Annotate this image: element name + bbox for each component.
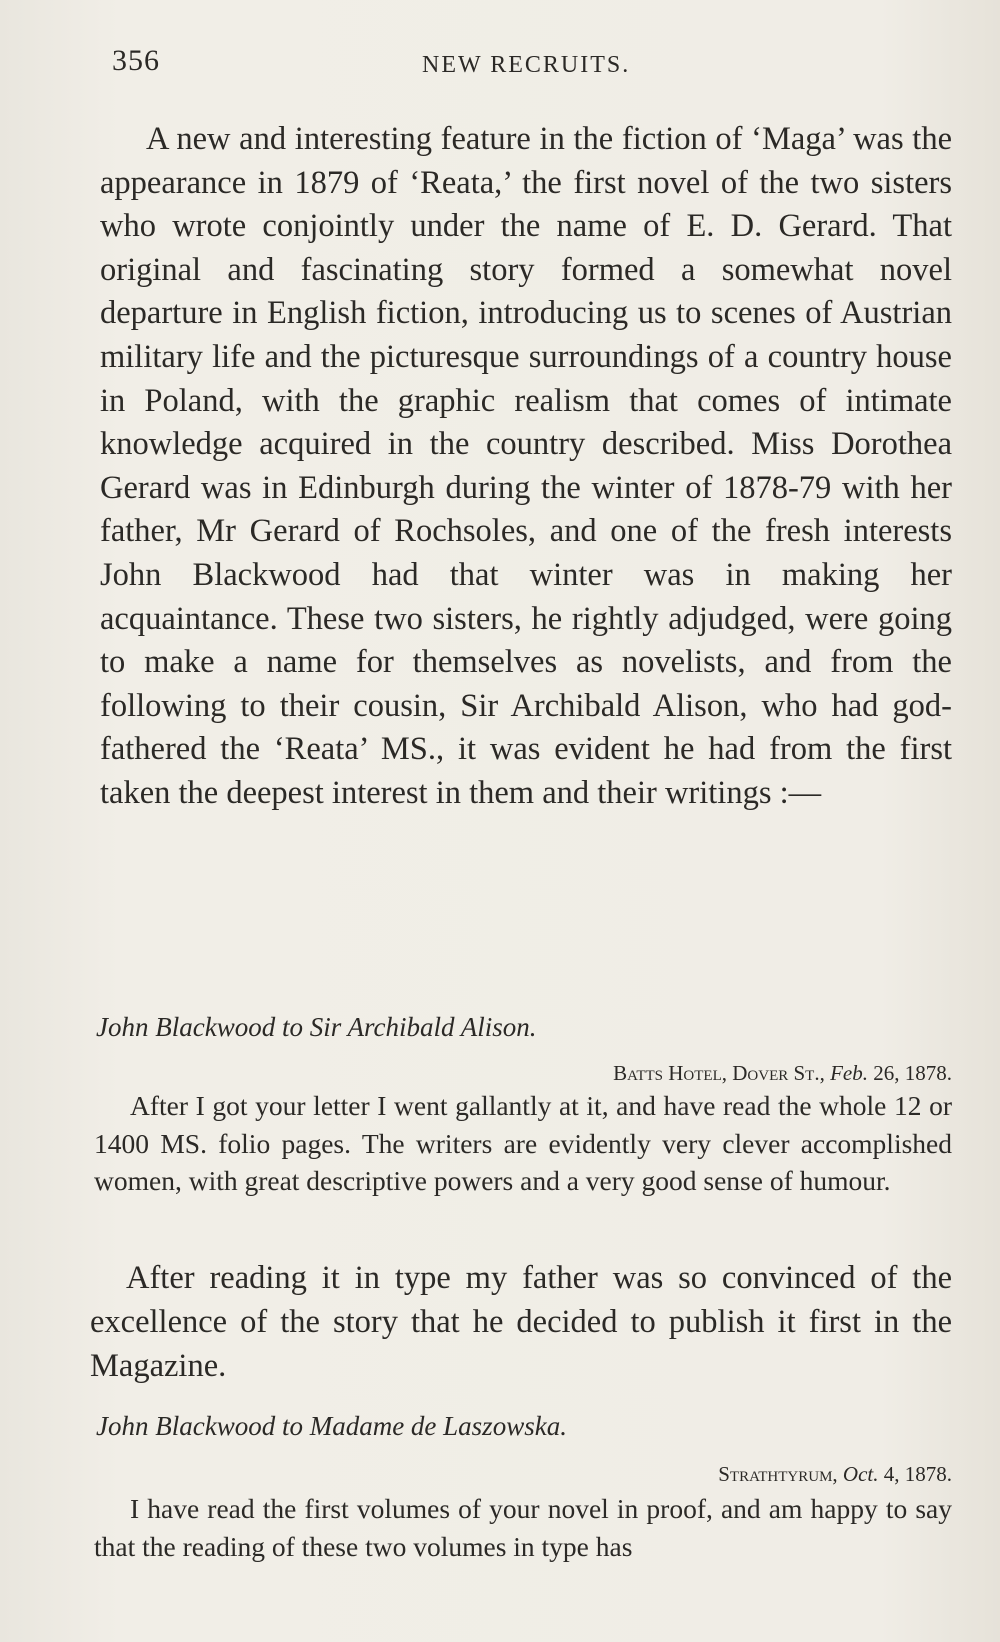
running-title: NEW RECRUITS. bbox=[422, 52, 631, 78]
paragraph-1: A new and interesting feature in the fiction of ‘Maga’ was the appearance in 1879 of ‘Reata,’ the first novel of the two sisters who wrote conjointly under the name of E. D. Gerard. That original and fascinating story formed a somewhat novel departure in English fiction, introducing us to scenes of Austrian military life and the picturesque surroundings of a country house in Poland, with the graphic realism that comes of intimate knowledge acquired in the country described. Miss Dorothea Gerard was in Edinburgh during the winter of 1878-79 with her father, Mr Gerard of Rochsoles, and one of the fresh interests John Blackwood had that winter was in making her acquaintance. These two sisters, he rightly adjudged, were going to make a name for themselves as novelists, and from the following to their cousin, Sir Archibald Alison, who had god-fathered the ‘Reata’ MS., it was evident he had from the first taken the deepest interest in them and their writings :— bbox=[100, 121, 952, 811]
paragraph-block-2 bbox=[90, 1256, 952, 1388]
paragraph-block-1 bbox=[100, 118, 952, 816]
dateline-month-2: Oct. bbox=[842, 1462, 879, 1486]
running-head bbox=[112, 44, 952, 84]
dateline-month-1: Feb. bbox=[830, 1061, 868, 1085]
paragraph-2: After reading it in type my father was so convinced of the excellence of the story that he decided to publish it first in the Magazine. bbox=[90, 1260, 952, 1384]
letter-heading-2: John Blackwood to Madame de Laszowska. bbox=[96, 1411, 567, 1441]
letter-heading-1: John Blackwood to Sir Archibald Alison. bbox=[96, 1012, 537, 1042]
page-number: 356 bbox=[112, 44, 160, 77]
dateline-rest-2: 4, 1878. bbox=[883, 1462, 952, 1486]
letter-text-2: I have read the first volumes of your novel in proof, and am happy to say that the reading of these two volumes in type has bbox=[94, 1493, 952, 1562]
dateline-rest-1: 26, 1878. bbox=[873, 1061, 952, 1085]
dateline-place-2: Strathtyrum, bbox=[718, 1462, 838, 1486]
letter-text-1: After I got your letter I went gallantly at it, and have read the whole 12 or 1400 MS. folio pages. The writers are evidently very clever accomplished women, with great descriptive powers and a very good sense of humour. bbox=[94, 1090, 952, 1196]
dateline-place-1: Batts Hotel, Dover St., bbox=[613, 1061, 825, 1085]
letter-dateline-2 bbox=[718, 1462, 952, 1487]
letter-dateline-1 bbox=[613, 1061, 952, 1086]
